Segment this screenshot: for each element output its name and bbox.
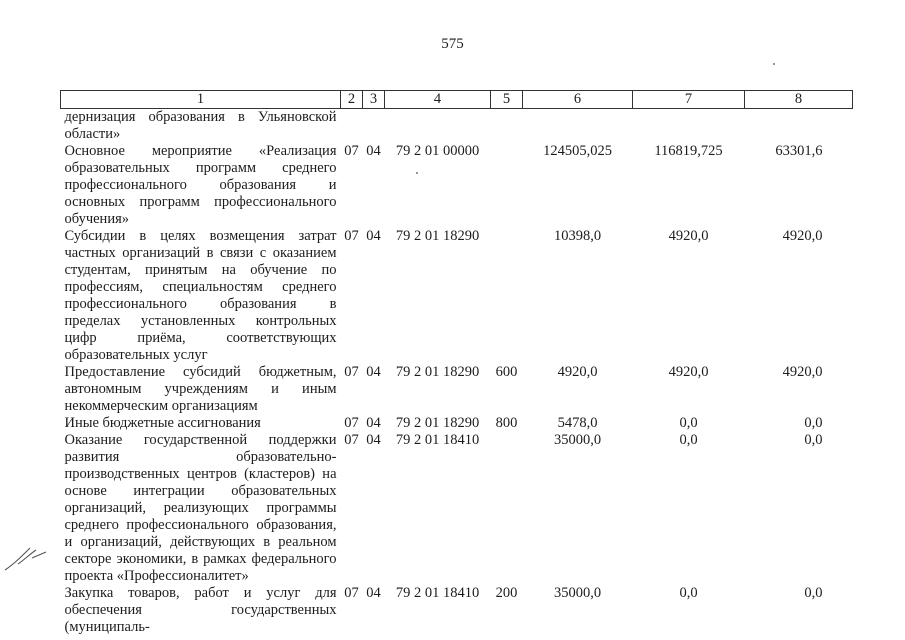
amount-col6 <box>523 109 633 144</box>
column-header: 7 <box>633 91 745 109</box>
amount-col6: 10398,0 <box>553 228 602 244</box>
target-article <box>385 109 491 144</box>
expense-type <box>491 432 523 585</box>
amount-col7: 0,0 <box>679 415 698 431</box>
amount-col7: 0,0 <box>679 432 698 448</box>
subsection-code: 04 <box>366 143 381 159</box>
subsection-code: 04 <box>366 364 381 380</box>
table-header-row <box>61 91 853 109</box>
subsection-code: 04 <box>366 585 381 601</box>
section-code: 07 <box>344 432 359 448</box>
amount-col7 <box>633 109 745 144</box>
amount-col7: 116819,725 <box>654 143 723 159</box>
subsection-code: 04 <box>366 415 381 431</box>
section-code <box>341 109 363 144</box>
column-header: 1 <box>61 91 341 109</box>
column-header: 2 <box>341 91 363 109</box>
subsection-code: 04 <box>366 432 381 448</box>
amount-col8: 0,0 <box>804 415 823 431</box>
budget-table <box>60 90 853 636</box>
target-article: 79 2 01 18410 <box>395 432 480 448</box>
amount-col7: 4920,0 <box>668 228 709 244</box>
section-code: 07 <box>344 585 359 601</box>
row-name: Оказание государственной поддержки развития образовательно-производственных центров (кластеров) на основе интеграции образовательных организаций, реализующих программы среднего профессионального образования, и организаций, действующих в реальном секторе экономики, в рамках федерального проекта «Профессионалитет» <box>64 432 337 584</box>
expense-type: 600 <box>495 364 518 380</box>
row-name: Предоставление субсидий бюджетным, автономным учреждениям и иным некоммерческим организациям <box>64 364 337 414</box>
column-header: 6 <box>523 91 633 109</box>
subsection-code <box>363 109 385 144</box>
amount-col8 <box>745 109 853 144</box>
amount-col6: 5478,0 <box>557 415 598 431</box>
amount-col8: 0,0 <box>804 585 823 601</box>
section-code: 07 <box>344 228 359 244</box>
amount-col7: 4920,0 <box>668 364 709 380</box>
handwritten-margin-mark <box>2 538 52 578</box>
expense-type <box>491 143 523 228</box>
section-code: 07 <box>344 415 359 431</box>
amount-col6: 124505,025 <box>543 143 612 159</box>
expense-type: 200 <box>495 585 518 601</box>
amount-col6: 4920,0 <box>557 364 598 380</box>
amount-col8: 4920,0 <box>782 364 823 380</box>
row-name: Основное мероприятие «Реализация образовательных программ среднего профессионального образования и основных программ профессионального обучения» <box>64 143 337 227</box>
subsection-code: 04 <box>366 228 381 244</box>
amount-col6: 35000,0 <box>553 432 602 448</box>
page-number: 575 <box>441 36 464 52</box>
column-header: 8 <box>745 91 853 109</box>
amount-col8: 0,0 <box>804 432 823 448</box>
expense-type <box>491 109 523 144</box>
target-article: 79 2 01 18290 <box>395 364 480 380</box>
section-code: 07 <box>344 364 359 380</box>
table-row <box>61 415 853 432</box>
row-name: Иные бюджетные ассигнования <box>64 415 261 431</box>
column-header: 3 <box>363 91 385 109</box>
scan-speck <box>416 172 418 174</box>
table-row <box>61 585 853 636</box>
scan-speck <box>773 63 775 65</box>
target-article: 79 2 01 00000 <box>395 143 480 159</box>
expense-type: 800 <box>495 415 518 431</box>
amount-col8: 63301,6 <box>775 143 823 159</box>
table-row <box>61 364 853 415</box>
row-name: дернизация образования в Ульяновской области» <box>64 109 337 142</box>
target-article: 79 2 01 18410 <box>395 585 480 601</box>
column-header: 5 <box>491 91 523 109</box>
section-code: 07 <box>344 143 359 159</box>
table-row <box>61 109 853 144</box>
target-article: 79 2 01 18290 <box>395 415 480 431</box>
table-row <box>61 432 853 585</box>
expense-type <box>491 228 523 364</box>
amount-col7: 0,0 <box>679 585 698 601</box>
amount-col6: 35000,0 <box>553 585 602 601</box>
row-name: Субсидии в целях возмещения затрат частных организаций в связи с оказанием студентам, принятым на обучение по профессиям, специальностям среднего профессионального образования в пределах установленных контрольных цифр приёма, соответствующих образовательных услуг <box>64 228 337 363</box>
row-name: Закупка товаров, работ и услуг для обеспечения государственных (муниципаль- <box>64 585 337 635</box>
table-row <box>61 228 853 364</box>
target-article: 79 2 01 18290 <box>395 228 480 244</box>
table-row <box>61 143 853 228</box>
amount-col8: 4920,0 <box>782 228 823 244</box>
column-header: 4 <box>385 91 491 109</box>
